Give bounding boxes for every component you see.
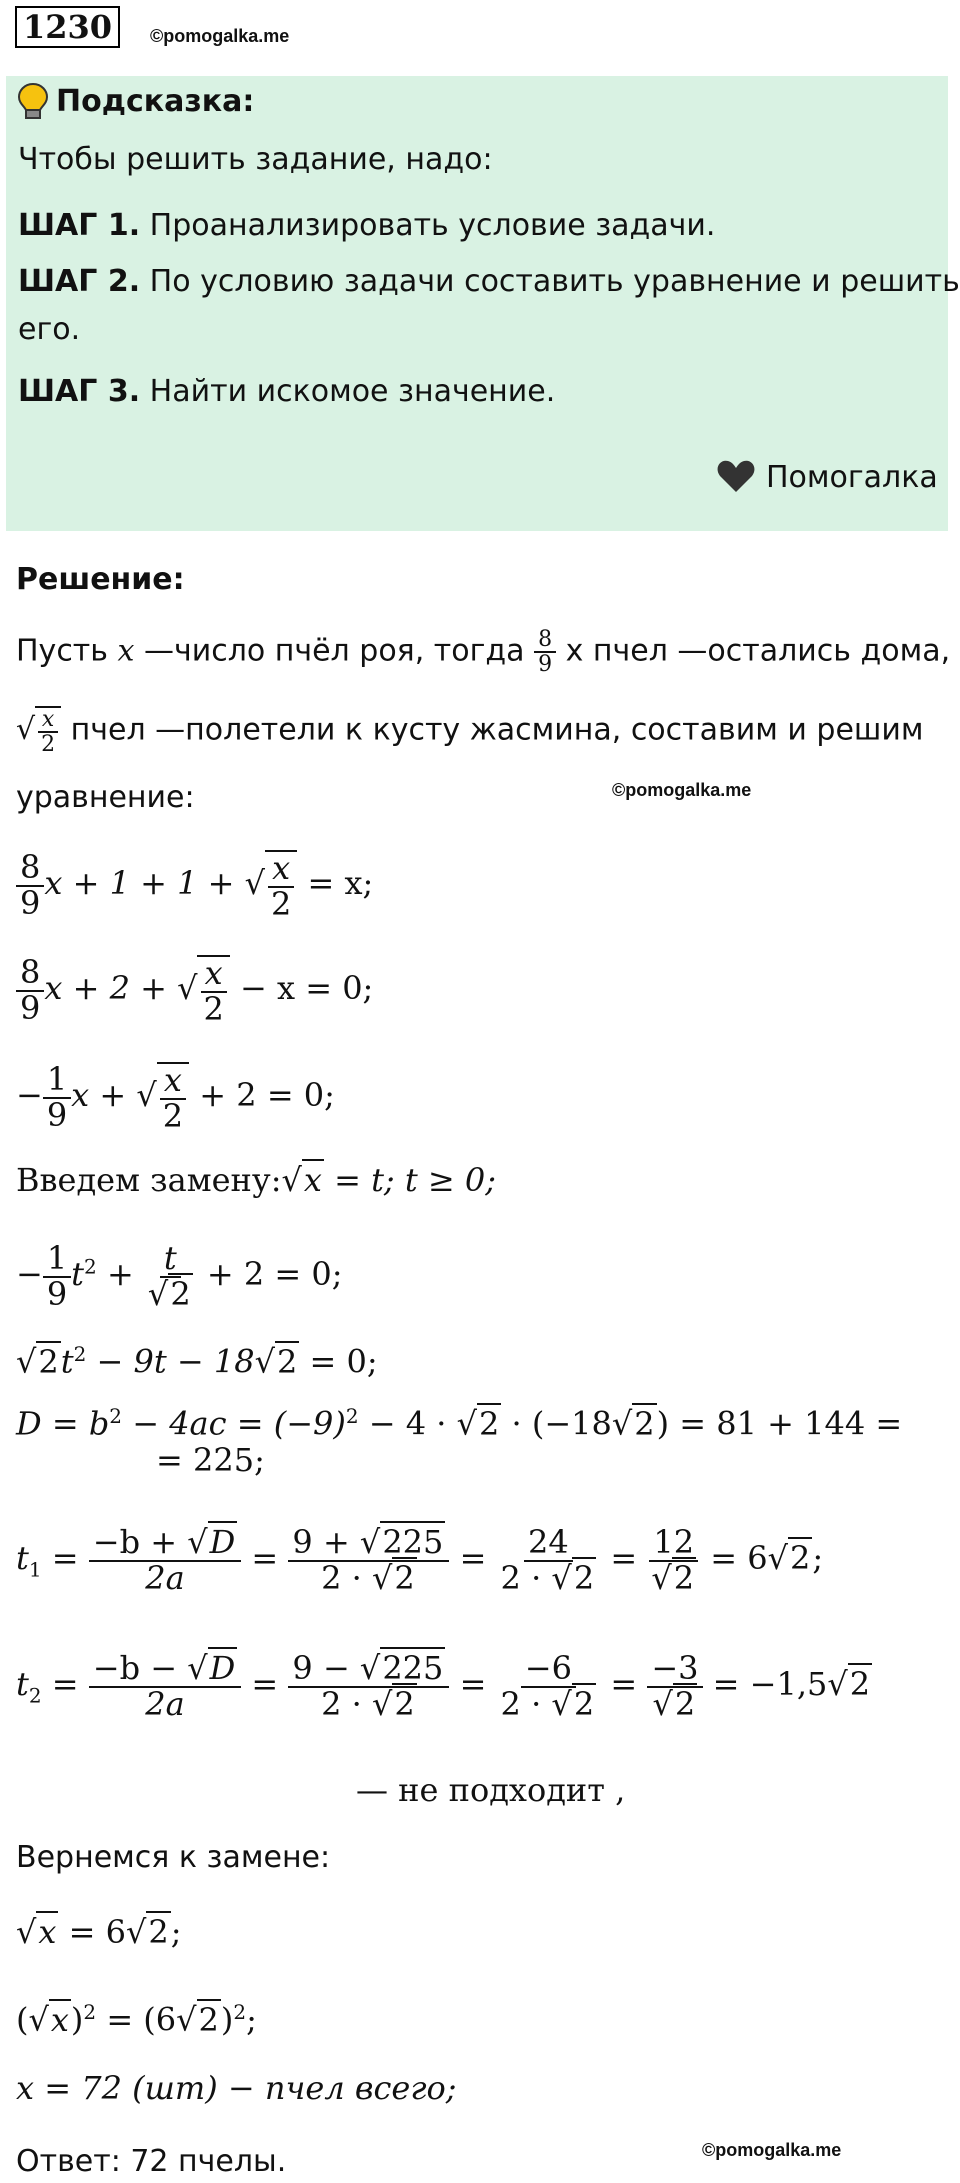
solution-line-2: √ $\frac{x}{2}$ пчел —полетели к кусту жасмина, составим и решим — [16, 707, 924, 758]
hint-step-1: ШАГ 1. Проанализировать условие задачи. — [18, 208, 716, 243]
equation-5: $√2t^2 - 9t - 18√2 = 0$; — [16, 1342, 378, 1381]
discriminant-result: = 225; — [156, 1441, 265, 1479]
hint-step-2: ШАГ 2. По условию задачи составить уравнение и решить — [18, 264, 960, 299]
solution-title: Решение: — [16, 562, 185, 597]
equation-2: $\frac{8}{9}$ x + 2 + √ $\frac{x}{2}$ − x = 0; — [16, 955, 373, 1026]
discriminant-line: $D = b^2 - 4ac = (-9)^2 - 4 \cdot √2 \cdot (-18√2) = 81 + 144$ = — [16, 1404, 903, 1443]
equation-8: x = 72 (шт) − пчел всего; — [16, 2069, 457, 2107]
watermark-mid: ©pomogalka.me — [612, 780, 752, 800]
brand-name: Помогалка — [766, 460, 938, 495]
back-substitution-title: Вернемся к замене: — [16, 1840, 331, 1875]
watermark-top: ©pomogalka.me — [150, 26, 290, 46]
lightbulb-icon — [16, 82, 50, 126]
equation-3: − $\frac{1}{9}$ x + √ $\frac{x}{2}$ + 2 = 0; — [16, 1060, 335, 1135]
root-t1: $t_1$ = $\frac{-b + √D}{2a}$ = $\frac{9 + √225}{2 \cdot √2}$ = $\frac{24}{2 \cdot √2}$ = $\frac{12}{√2}$ = 6√2; — [16, 1523, 824, 1597]
hint-step-2-cont: его. — [18, 312, 81, 347]
hint-box — [6, 76, 960, 531]
solution-line-3: уравнение: — [16, 780, 195, 815]
answer: Ответ: 72 пчелы. — [16, 2144, 287, 2179]
equation-7: $(√x)^2 = (6√2)^2$; — [16, 2000, 257, 2039]
hint-step-3: ШАГ 3. Найти искомое значение. — [18, 374, 556, 409]
equation-1: $\frac{8}{9}$ x + 1 + 1 + √ $\frac{x}{2}$ = x; — [16, 850, 373, 921]
root-t2: $t_2$ = $\frac{-b - √D}{2a}$ = $\frac{9 - √225}{2 \cdot √2}$ = $\frac{-6}{2 \cdot √2}$ = $\frac{-3}{√2}$ = −1,5√2 — [16, 1649, 871, 1723]
equation-6: √x = 6√2; — [16, 1913, 182, 1951]
hint-intro: Чтобы решить задание, надо: — [18, 142, 493, 177]
task-number: 1230 — [15, 6, 120, 48]
solution-line-1: Пусть x —число пчёл роя, тогда $\frac{8}{9}$ x пчел —остались дома, — [16, 627, 951, 678]
heart-icon — [716, 458, 756, 498]
reject-note: — не подходит , — [356, 1771, 626, 1809]
substitution-line: Введем замену:√x = t; t ≥ 0; — [16, 1161, 497, 1199]
equation-4: − $\frac{1}{9}$ $t^2$ + $\frac{t}{√2}$ + 2 = 0; — [16, 1239, 343, 1313]
hint-title: Подсказка: — [56, 84, 255, 119]
watermark-bottom: ©pomogalka.me — [702, 2140, 842, 2160]
